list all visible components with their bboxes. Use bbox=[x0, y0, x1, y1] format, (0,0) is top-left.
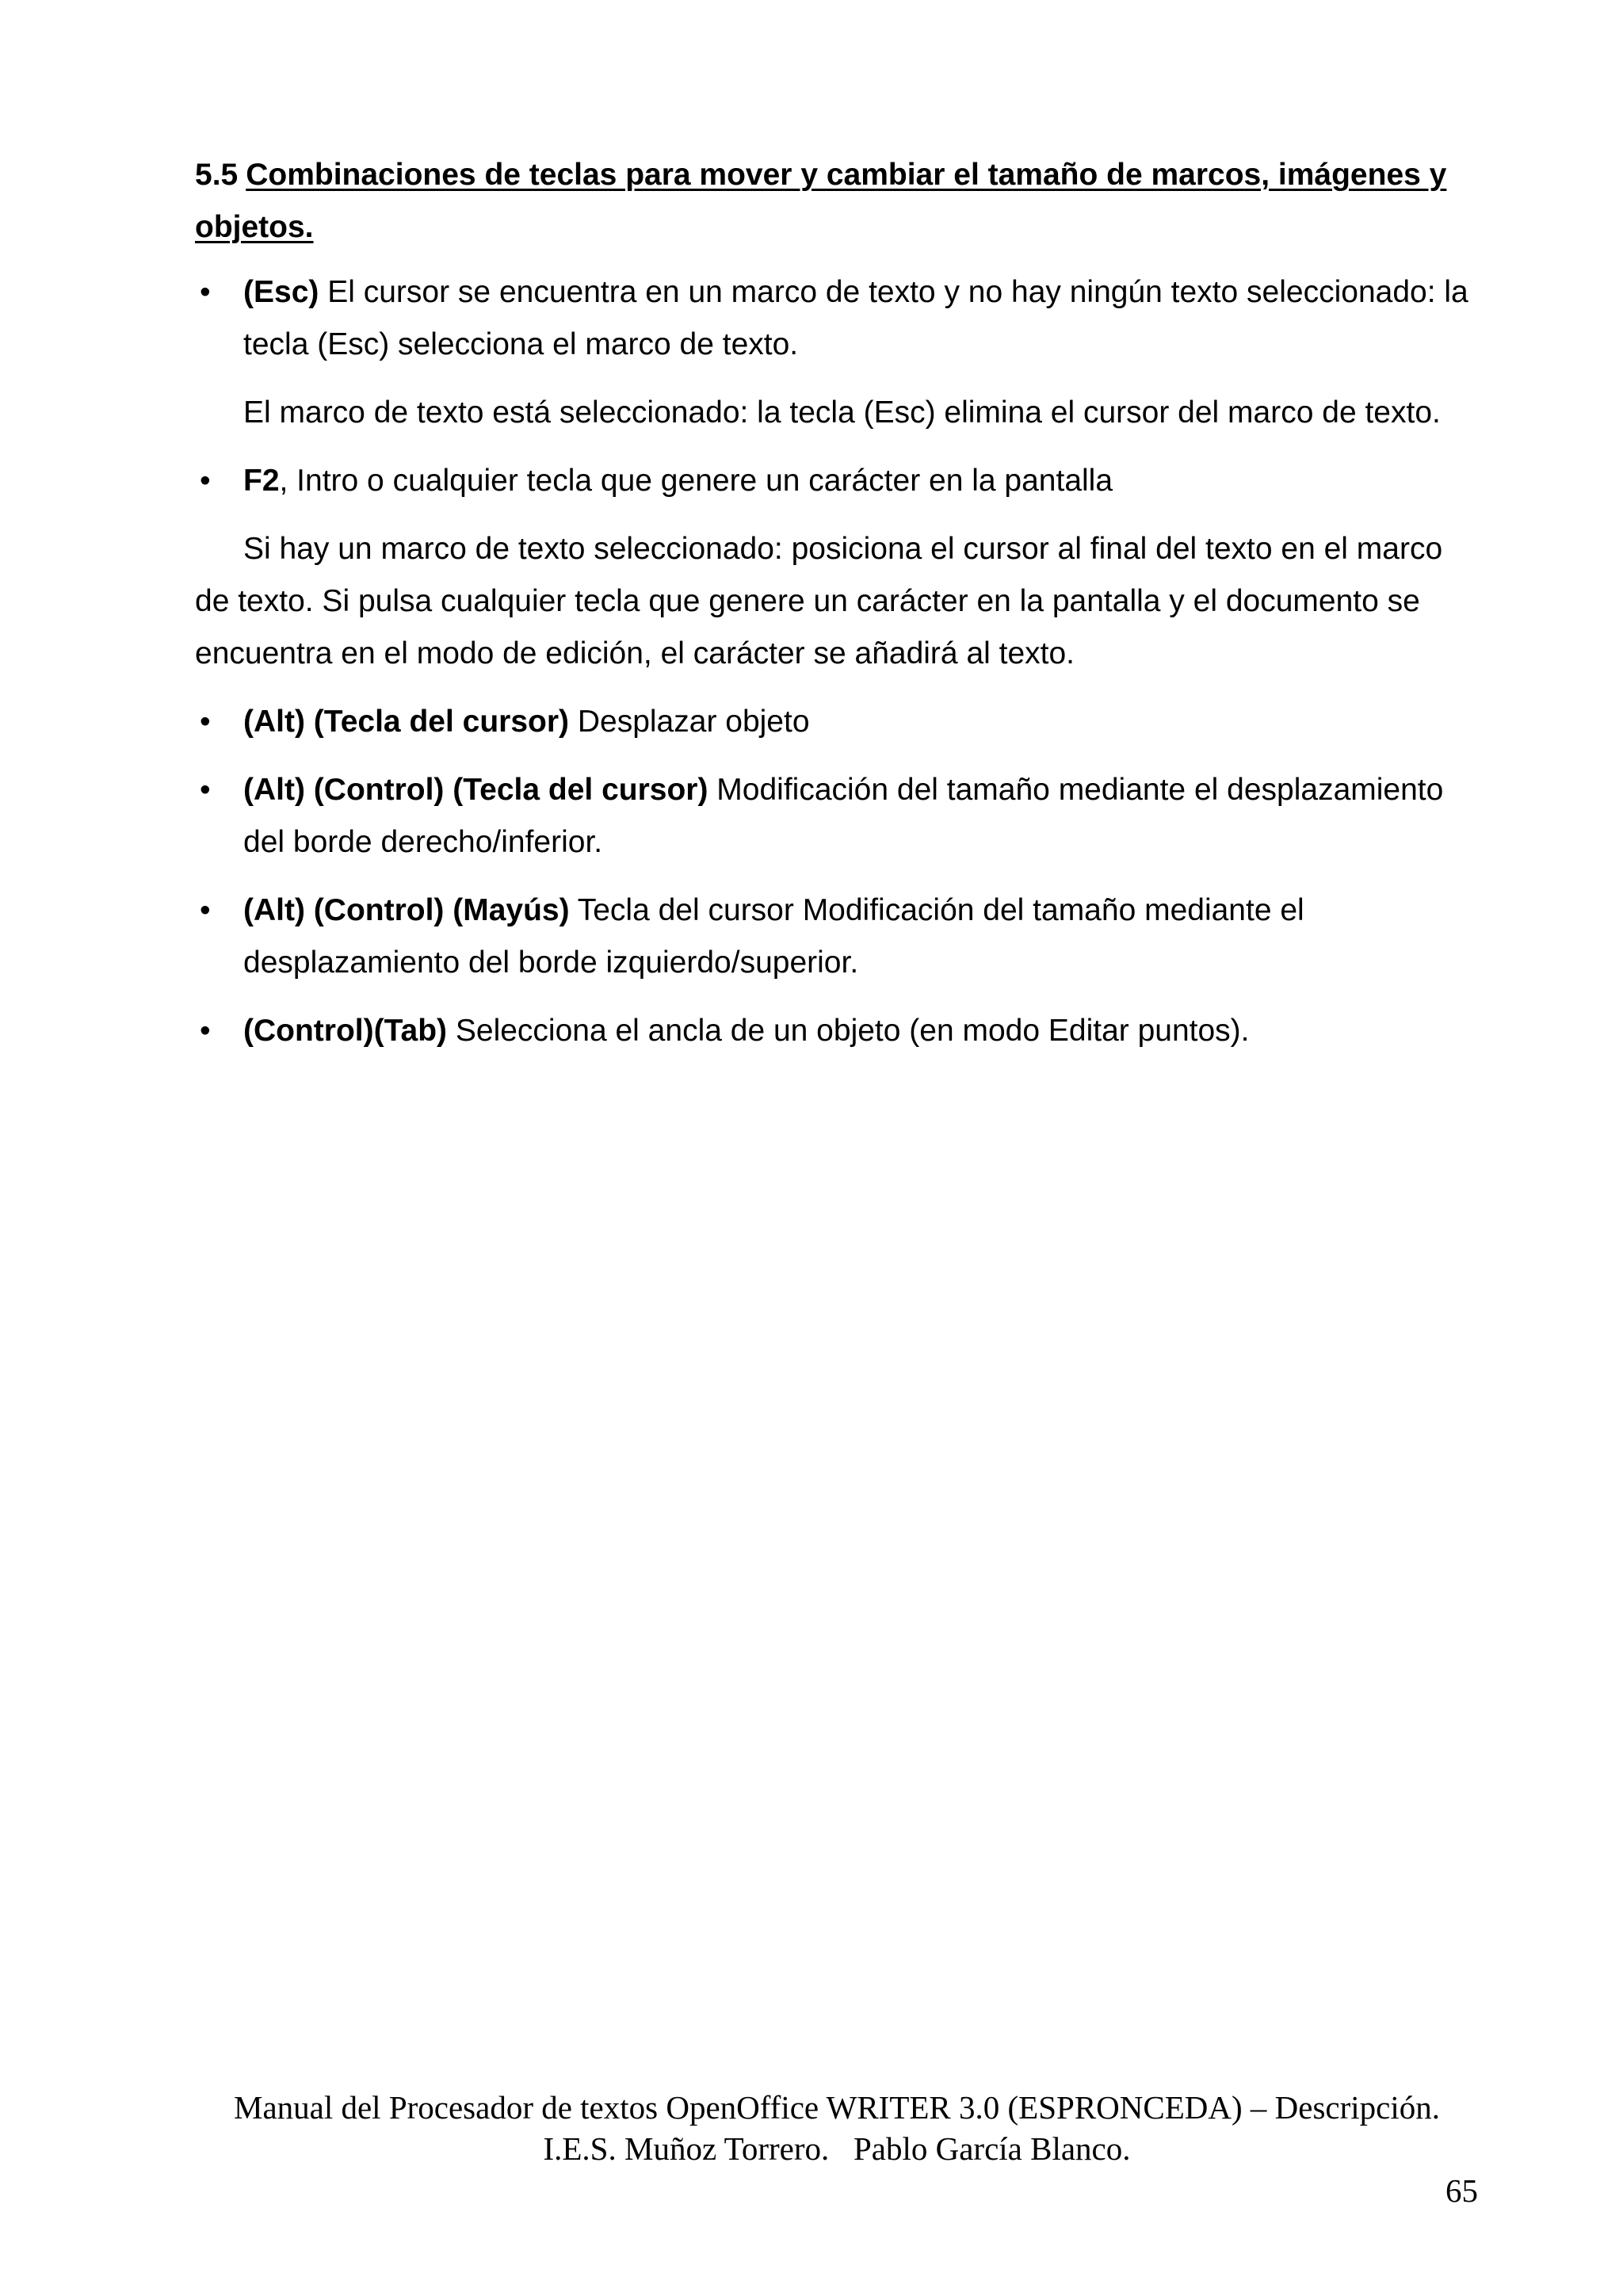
list-item-esc bbox=[195, 266, 1479, 371]
shortcut-key: (Esc) bbox=[243, 275, 319, 309]
bullet-icon: • bbox=[200, 893, 211, 927]
section-number: 5.5 bbox=[195, 158, 239, 192]
page-number: 65 bbox=[1445, 2172, 1478, 2209]
shortcut-description: Tecla del cursor Modificación del tamaño mediante el desplazamiento del borde izquierdo/superior. bbox=[243, 893, 1304, 980]
bullet-icon: • bbox=[200, 773, 211, 807]
list-item-alt-cursor bbox=[195, 696, 1479, 748]
section-title: Combinaciones de teclas para mover y cambiar el tamaño de marcos, imágenes y objetos. bbox=[195, 158, 1447, 244]
page-footer bbox=[195, 2087, 1479, 2169]
paragraph-esc-selected: El marco de texto está seleccionado: la tecla (Esc) elimina el cursor del marco de texto. bbox=[243, 395, 1441, 430]
shortcut-description: Selecciona el ancla de un objeto (en modo Editar puntos). bbox=[447, 1014, 1250, 1048]
shortcut-key: (Alt) (Control) (Tecla del cursor) bbox=[243, 773, 708, 807]
bullet-icon: • bbox=[200, 464, 211, 498]
bullet-icon: • bbox=[200, 1014, 211, 1048]
bullet-icon: • bbox=[200, 705, 211, 739]
shortcut-key: (Alt) (Tecla del cursor) bbox=[243, 705, 570, 739]
shortcut-description: Desplazar objeto bbox=[569, 705, 810, 739]
section-heading bbox=[195, 149, 1479, 254]
shortcut-key: F2 bbox=[243, 464, 280, 498]
list-item-alt-control-shift bbox=[195, 884, 1479, 989]
shortcut-description: El cursor se encuentra en un marco de texto y no hay ningún texto seleccionado: la tecla (Esc) selecciona el marco de texto. bbox=[243, 275, 1468, 361]
bullet-icon: • bbox=[200, 275, 211, 309]
footer-line-1: Manual del Procesador de textos OpenOffice WRITER 3.0 (ESPRONCEDA) – Descripción. bbox=[233, 2089, 1440, 2126]
list-item-control-tab bbox=[195, 1005, 1479, 1057]
paragraph-f2-detail: Si hay un marco de texto seleccionado: posiciona el cursor al final del texto en el marco de texto. Si pulsa cualquier tecla que genere un carácter en la pantalla y el documento se encuentra en el modo de edición, el carácter se añadirá al texto. bbox=[195, 532, 1443, 670]
shortcut-description: , Intro o cualquier tecla que genere un carácter en la pantalla bbox=[279, 464, 1113, 498]
shortcut-description: Modificación del tamaño mediante el desplazamiento del borde derecho/inferior. bbox=[243, 773, 1444, 859]
shortcut-key: (Control)(Tab) bbox=[243, 1014, 448, 1048]
footer-line-2: I.E.S. Muñoz Torrero. Pablo García Blanco. bbox=[543, 2130, 1131, 2167]
shortcut-key: (Alt) (Control) (Mayús) bbox=[243, 893, 570, 927]
page-content bbox=[195, 149, 1479, 1073]
list-item-f2 bbox=[195, 455, 1479, 507]
list-item-alt-control-cursor bbox=[195, 764, 1479, 869]
